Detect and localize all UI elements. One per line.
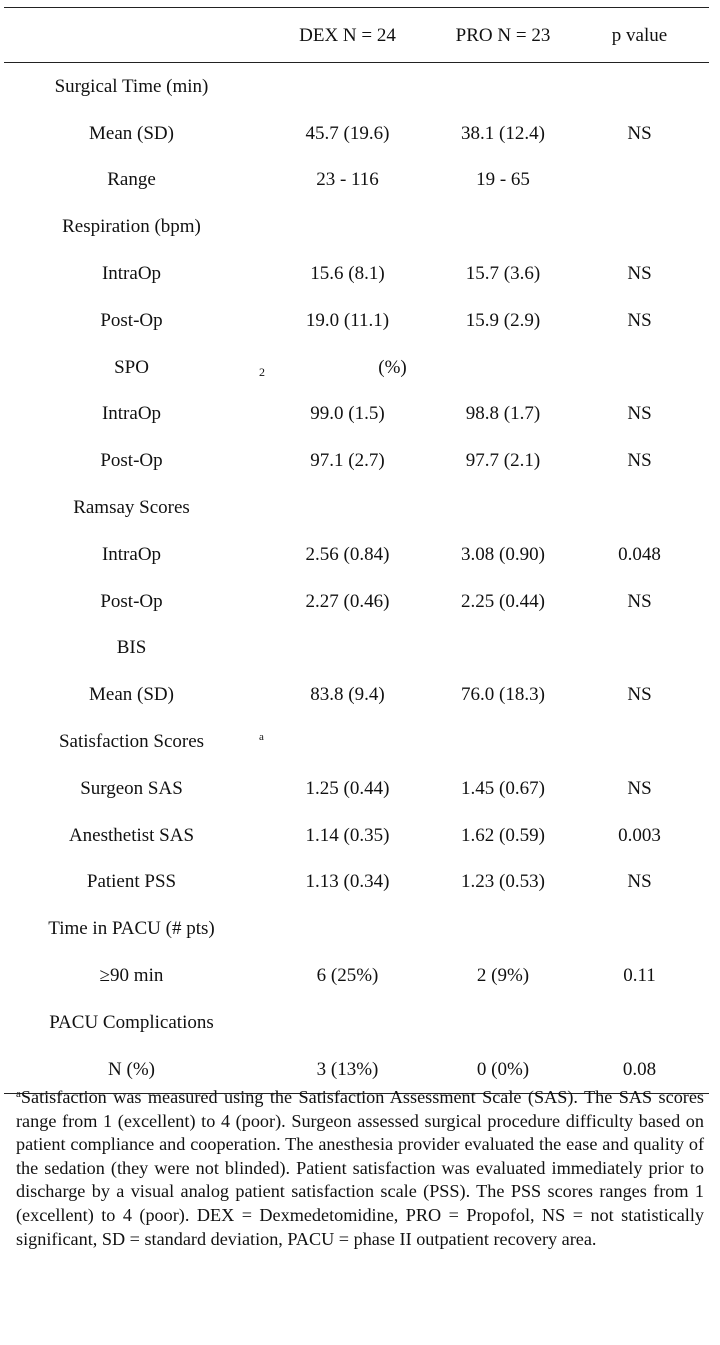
table-row — [4, 578, 709, 625]
row-label: IntraOp — [101, 263, 162, 285]
results-table — [4, 7, 709, 1094]
pro-value: 15.9 (2.9) — [465, 309, 541, 331]
p-value: 0.003 — [618, 824, 661, 846]
header-dex: DEX N = 24 — [299, 24, 396, 46]
pro-value: 1.23 (0.53) — [461, 871, 545, 893]
p-value: NS — [627, 871, 652, 893]
section-row — [4, 344, 709, 391]
dex-value: 83.8 (9.4) — [310, 684, 385, 706]
data-table-body — [4, 63, 709, 1093]
table-row — [4, 157, 709, 204]
dex-value: 3 (13%) — [316, 1058, 379, 1080]
row-label: Mean (SD) — [89, 684, 174, 706]
pro-value: 0 (0%) — [476, 1058, 530, 1080]
dex-value: 15.6 (8.1) — [310, 263, 385, 285]
pro-value: 1.45 (0.67) — [461, 777, 545, 799]
section-row — [4, 203, 709, 250]
row-label: Post-Op — [100, 450, 163, 472]
dex-value: 2.27 (0.46) — [305, 590, 390, 612]
section-title: Respiration (bpm) — [62, 216, 201, 238]
row-label: Patient PSS — [86, 871, 177, 893]
row-label: IntraOp — [101, 543, 162, 565]
table-row — [4, 812, 709, 859]
table-row — [4, 671, 709, 718]
p-value: NS — [627, 122, 652, 144]
p-value: NS — [627, 684, 652, 706]
footnote-marker: a — [16, 1088, 21, 1100]
p-value: NS — [627, 450, 652, 472]
section-title-rest: (%) — [378, 356, 407, 378]
row-label: Post-Op — [100, 309, 163, 331]
table-row — [4, 531, 709, 578]
row-label: Post-Op — [100, 590, 163, 612]
row-label: ≥90 min — [99, 965, 164, 987]
p-value: 0.11 — [623, 965, 656, 987]
section-title-subscript: 2 — [259, 364, 265, 379]
row-label: Mean (SD) — [89, 122, 174, 144]
pro-value: 76.0 (18.3) — [461, 684, 545, 706]
section-title-main: SPO — [114, 356, 149, 378]
section-row — [4, 63, 709, 110]
header-pro: PRO N = 23 — [455, 24, 551, 46]
table-row — [4, 437, 709, 484]
section-title — [4, 356, 407, 379]
section-row — [4, 625, 709, 672]
section-row — [4, 718, 709, 765]
p-value — [570, 157, 709, 204]
table-row — [4, 765, 709, 812]
p-value: 0.08 — [622, 1058, 657, 1080]
row-label: N (%) — [108, 1058, 155, 1080]
section-title: PACU Complications — [49, 1011, 214, 1033]
dex-value: 6 (25%) — [316, 965, 379, 987]
section-title: Surgical Time (min) — [54, 75, 209, 97]
section-title-main: Satisfaction Scores — [58, 731, 205, 753]
dex-value: 97.1 (2.7) — [310, 450, 385, 472]
section-row — [4, 999, 709, 1046]
dex-value: 23 - 116 — [316, 169, 379, 191]
header-row — [4, 8, 709, 62]
row-label: IntraOp — [101, 403, 162, 425]
row-label: Range — [107, 169, 156, 191]
pro-value: 1.62 (0.59) — [461, 824, 545, 846]
table-row — [4, 250, 709, 297]
p-value: NS — [627, 777, 652, 799]
data-table — [4, 8, 709, 62]
row-label: Surgeon SAS — [80, 777, 183, 799]
pro-value: 3.08 (0.90) — [461, 543, 545, 565]
table-footnote — [16, 1086, 704, 1251]
dex-value: 1.14 (0.35) — [305, 824, 390, 846]
dex-value: 2.56 (0.84) — [305, 543, 390, 565]
p-value: NS — [627, 590, 652, 612]
dex-value: 45.7 (19.6) — [305, 122, 390, 144]
table-row — [4, 859, 709, 906]
dex-value: 99.0 (1.5) — [310, 403, 385, 425]
dex-value: 1.25 (0.44) — [305, 777, 390, 799]
pro-value: 38.1 (12.4) — [461, 122, 545, 144]
table-body — [4, 63, 709, 1093]
section-row — [4, 905, 709, 952]
section-title: Time in PACU (# pts) — [48, 918, 215, 940]
pro-value: 15.7 (3.6) — [465, 263, 541, 285]
section-title: Ramsay Scores — [73, 497, 190, 519]
header-pvalue: p value — [611, 24, 668, 46]
p-value: NS — [627, 263, 652, 285]
table-header — [4, 8, 709, 62]
table-row — [4, 297, 709, 344]
header-label — [4, 8, 259, 62]
section-row — [4, 484, 709, 531]
p-value: 0.048 — [618, 543, 661, 565]
row-label: Anesthetist SAS — [68, 824, 195, 846]
table-row — [4, 952, 709, 999]
dex-value: 1.13 (0.34) — [305, 871, 390, 893]
table-row — [4, 391, 709, 438]
footnote-text: Satisfaction was measured using the Satisfaction Assessment Scale (SAS). The SAS scores range from 1 (excellent) to 4 (poor). Surgeon assessed surgical procedure difficulty based on patient compliance and cooperation. The anesthesia provider evaluated the ease and quality of the sedation (they were not blinded). Patient satisfaction was evaluated immediately prior to discharge by a visual analog patient satisfaction scale (PSS). The PSS scores ranges from 1 (excellent) to 4 (poor). DEX = Dexmedetomidine, PRO = Propofol, NS = not statistically significant, SD = standard deviation, PACU = phase II outpatient recovery area. — [16, 1087, 704, 1249]
table-row — [4, 110, 709, 157]
section-title: BIS — [116, 637, 147, 659]
pro-value: 98.8 (1.7) — [465, 403, 541, 425]
pro-value: 97.7 (2.1) — [465, 450, 541, 472]
pro-value: 2 (9%) — [476, 965, 530, 987]
p-value: NS — [627, 403, 652, 425]
section-title — [4, 731, 264, 753]
footnote-marker: a — [259, 731, 264, 744]
p-value: NS — [627, 309, 652, 331]
pro-value: 2.25 (0.44) — [461, 590, 545, 612]
pro-value: 19 - 65 — [476, 169, 530, 191]
dex-value: 19.0 (11.1) — [305, 309, 390, 331]
